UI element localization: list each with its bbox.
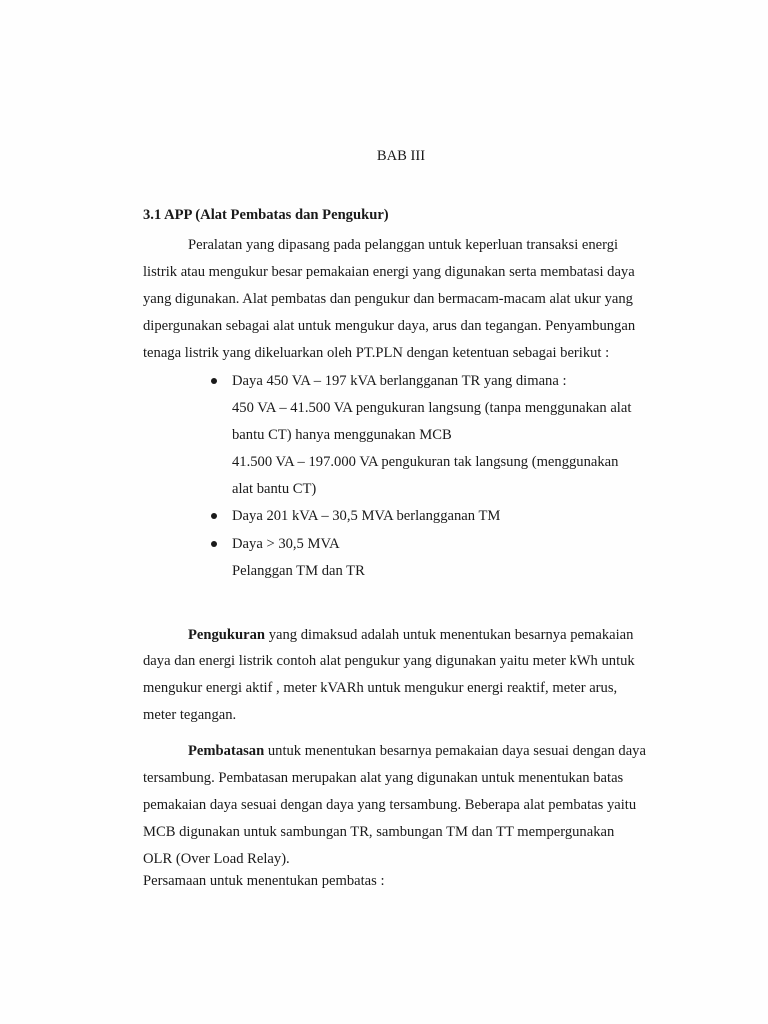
list-item-line: 41.500 VA – 197.000 VA pengukuran tak langsung (menggunakan [232, 454, 619, 470]
term-pengukuran: Pengukuran [188, 627, 266, 643]
list-item-line: alat bantu CT) [232, 481, 317, 497]
paragraph-line [188, 626, 633, 644]
bullet-icon [211, 378, 217, 384]
bullet-icon [211, 513, 217, 519]
chapter-title: BAB III [376, 148, 426, 164]
paragraph-text: untuk menentukan besarnya pemakaian daya sesuai dengan daya [264, 743, 646, 759]
closing-line: Persamaan untuk menentukan pembatas : [143, 873, 385, 889]
bullet-icon [211, 541, 217, 547]
paragraph-line: meter tegangan. [143, 707, 237, 723]
paragraph-line: OLR (Over Load Relay). [143, 851, 290, 867]
paragraph-line: yang digunakan. Alat pembatas dan pengukur dan bermacam-macam alat ukur yang [143, 291, 633, 307]
list-item-line: Daya 450 VA – 197 kVA berlangganan TR yang dimana : [232, 373, 567, 389]
paragraph-line: mengukur energi aktif , meter kVARh untuk mengukur energi reaktif, meter arus, [143, 680, 618, 696]
list-item-line: 450 VA – 41.500 VA pengukuran langsung (tanpa menggunakan alat [232, 400, 632, 416]
list-item-line: Pelanggan TM dan TR [232, 563, 365, 579]
paragraph-line: pemakaian daya sesuai dengan daya yang tersambung. Beberapa alat pembatas yaitu [143, 797, 637, 813]
list-item-line: bantu CT) hanya menggunakan MCB [232, 427, 452, 443]
paragraph-line: MCB digunakan untuk sambungan TR, sambungan TM dan TT mempergunakan [143, 824, 615, 840]
paragraph-line: tenaga listrik yang dikeluarkan oleh PT.PLN dengan ketentuan sebagai berikut : [143, 345, 610, 361]
paragraph-line: tersambung. Pembatasan merupakan alat yang digunakan untuk menentukan batas [143, 770, 624, 786]
paragraph-line [188, 742, 646, 760]
list-item-line: Daya > 30,5 MVA [232, 536, 340, 552]
section-heading: 3.1 APP (Alat Pembatas dan Pengukur) [143, 207, 389, 223]
term-pembatasan: Pembatasan [188, 743, 265, 759]
paragraph-line: daya dan energi listrik contoh alat pengukur yang digunakan yaitu meter kWh untuk [143, 653, 635, 669]
paragraph-line: Peralatan yang dipasang pada pelanggan untuk keperluan transaksi energi [188, 237, 619, 253]
paragraph-line: listrik atau mengukur besar pemakaian energi yang digunakan serta membatasi daya [143, 264, 635, 280]
paragraph-text: yang dimaksud adalah untuk menentukan besarnya pemakaian [265, 627, 634, 643]
paragraph-line: dipergunakan sebagai alat untuk mengukur daya, arus dan tegangan. Penyambungan [143, 318, 636, 334]
list-item-line: Daya 201 kVA – 30,5 MVA berlangganan TM [232, 508, 501, 524]
